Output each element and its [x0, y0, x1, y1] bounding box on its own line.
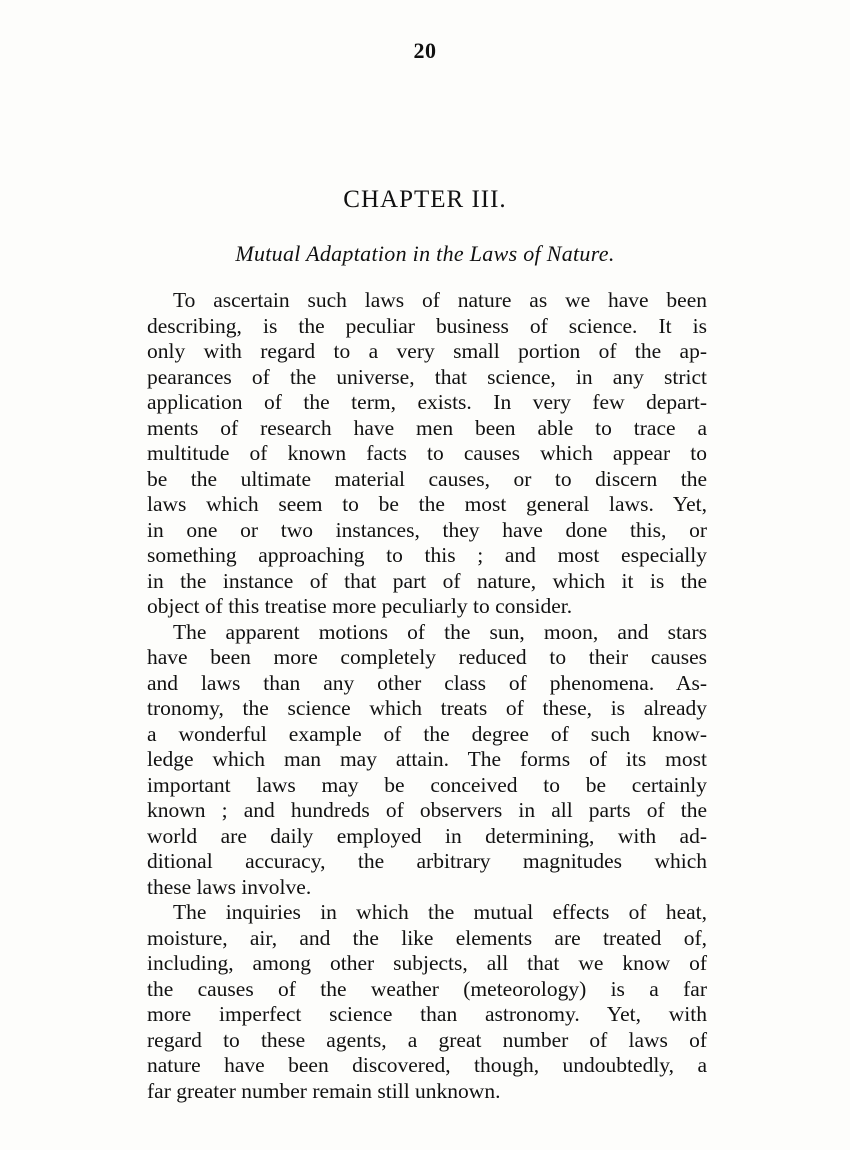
- text-line: only with regard to a very small portion of the ap-: [147, 339, 707, 363]
- text-line: including, among other subjects, all that we know of: [147, 951, 707, 975]
- text-line: these laws involve.: [147, 874, 312, 899]
- page-number: 20: [413, 38, 437, 63]
- text-line: object of this treatise more peculiarly to consider.: [147, 594, 573, 618]
- text-line: To ascertain such laws of nature as we have been: [173, 288, 707, 312]
- paragraph: [147, 900, 707, 1104]
- paragraph: [147, 620, 707, 901]
- text-line: moisture, air, and the like elements are treated of,: [147, 925, 707, 950]
- chapter-title: CHAPTER III.: [343, 186, 507, 213]
- text-line: something approaching to this ; and most especially: [147, 543, 707, 567]
- text-line: application of the term, exists. In very few depart-: [147, 390, 707, 414]
- text-line: important laws may be conceived to be certainly: [147, 772, 707, 797]
- text-line: and laws than any other class of phenomena. As-: [147, 670, 707, 695]
- text-line: ments of research have men been able to trace a: [147, 415, 707, 440]
- paragraph: [147, 288, 707, 620]
- text-line: have been more completely reduced to their causes: [147, 645, 707, 669]
- text-line: world are daily employed in determining, with ad-: [147, 823, 707, 848]
- text-line: in the instance of that part of nature, which it is the: [147, 568, 707, 593]
- text-line: far greater number remain still unknown.: [147, 1078, 501, 1103]
- text-line: laws which seem to be the most general laws. Yet,: [147, 492, 707, 516]
- body-text: [147, 288, 707, 1104]
- text-line: tronomy, the science which treats of these, is already: [147, 696, 707, 720]
- text-line: known ; and hundreds of observers in all parts of the: [147, 798, 707, 822]
- text-line: multitude of known facts to causes which appear to: [147, 441, 707, 465]
- text-line: the causes of the weather (meteorology) is a far: [147, 976, 707, 1001]
- text-line: a wonderful example of the degree of such know-: [147, 721, 707, 746]
- text-line: pearances of the universe, that science, in any strict: [147, 364, 707, 389]
- chapter-subtitle: Mutual Adaptation in the Laws of Nature.: [235, 241, 615, 266]
- text-line: nature have been discovered, though, undoubtedly, a: [147, 1053, 707, 1077]
- text-line: The inquiries in which the mutual effects of heat,: [173, 900, 707, 924]
- text-line: ditional accuracy, the arbitrary magnitudes which: [147, 849, 707, 873]
- text-line: more imperfect science than astronomy. Yet, with: [147, 1002, 707, 1026]
- text-line: ledge which man may attain. The forms of its most: [147, 747, 707, 771]
- text-line: in one or two instances, they have done this, or: [147, 517, 707, 542]
- text-line: be the ultimate material causes, or to discern the: [147, 466, 707, 491]
- text-line: describing, is the peculiar business of science. It is: [147, 313, 707, 338]
- text-line: regard to these agents, a great number of laws of: [147, 1027, 707, 1052]
- text-line: The apparent motions of the sun, moon, and stars: [173, 619, 707, 644]
